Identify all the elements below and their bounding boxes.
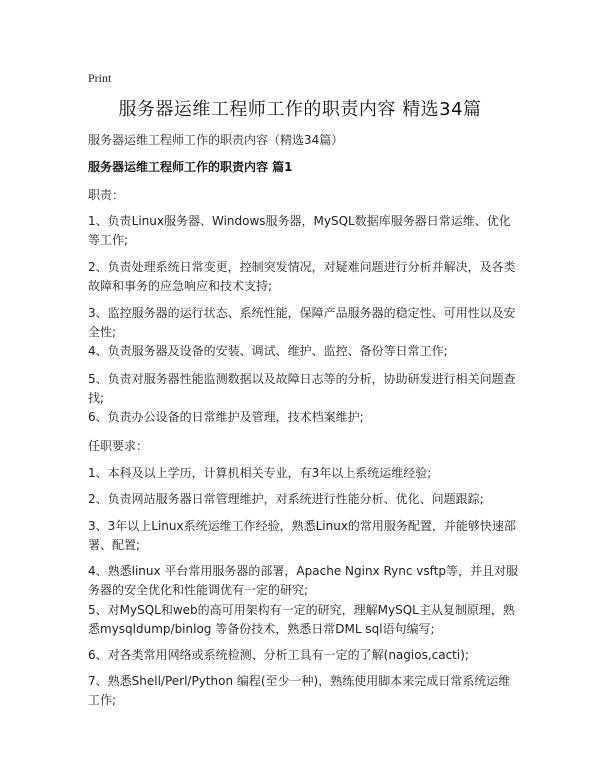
document-subtitle: 服务器运维工程师工作的职责内容（精选34篇）	[88, 133, 344, 147]
requirement-item-6: 6、对各类常用网络或系统检测、分析工具有一定的了解(nagios,cacti);	[88, 648, 469, 662]
duty-item-5: 5、负责对服务器性能监测数据以及故障日志等的分析，协助研发进行相关问题查找;	[88, 372, 516, 405]
requirement-item-3: 3、3年以上Linux系统运维工作经验，熟悉Linux的常用服务配置，并能够快速部署、配置;	[88, 519, 516, 552]
requirements-label: 任职要求：	[88, 439, 149, 453]
requirement-item-4: 4、熟悉linux 平台常用服务器的部署，Apache Nginx Rync vsftp等，并且对服务器的安全优化和性能调优有一定的研究;	[88, 564, 518, 597]
print-label: Print	[88, 71, 112, 85]
document-title: 服务器运维工程师工作的职责内容 精选34篇	[118, 99, 482, 120]
requirement-item-7: 7、熟悉Shell/Perl/Python 编程(至少一种)，熟练使用脚本来完成日常系统运维工作;	[88, 674, 511, 707]
duty-item-2: 2、负责处理系统日常变更，控制突发情况，对疑难问题进行分析并解决，及各类故障和事务的应急响应和技术支持;	[88, 260, 516, 293]
duties-label: 职责：	[88, 188, 125, 202]
duty-item-1: 1、负责Linux服务器、Windows服务器，MySQL数据库服务器日常运维、优化等工作;	[88, 214, 511, 247]
requirement-item-5: 5、对MySQL和web的高可用架构有一定的研究，理解MySQL主从复制原理，熟悉mysqldump/binlog 等备份技术，熟悉日常DML sql语句编写;	[88, 603, 515, 636]
section-heading: 服务器运维工程师工作的职责内容 篇1	[88, 160, 293, 174]
duty-item-6: 6、负责办公设备的日常维护及管理，技术档案维护;	[88, 410, 364, 424]
duty-item-3: 3、监控服务器的运行状态、系统性能，保障产品服务器的稳定性、可用性以及安全性;	[88, 306, 516, 339]
requirement-item-2: 2、负责网站服务器日常管理维护，对系统进行性能分析、优化、问题跟踪;	[88, 492, 484, 506]
requirement-item-1: 1、本科及以上学历，计算机相关专业，有3年以上系统运维经验;	[88, 466, 432, 480]
duty-item-4: 4、负责服务器及设备的安装、调试、维护、监控、备份等日常工作;	[88, 344, 448, 358]
